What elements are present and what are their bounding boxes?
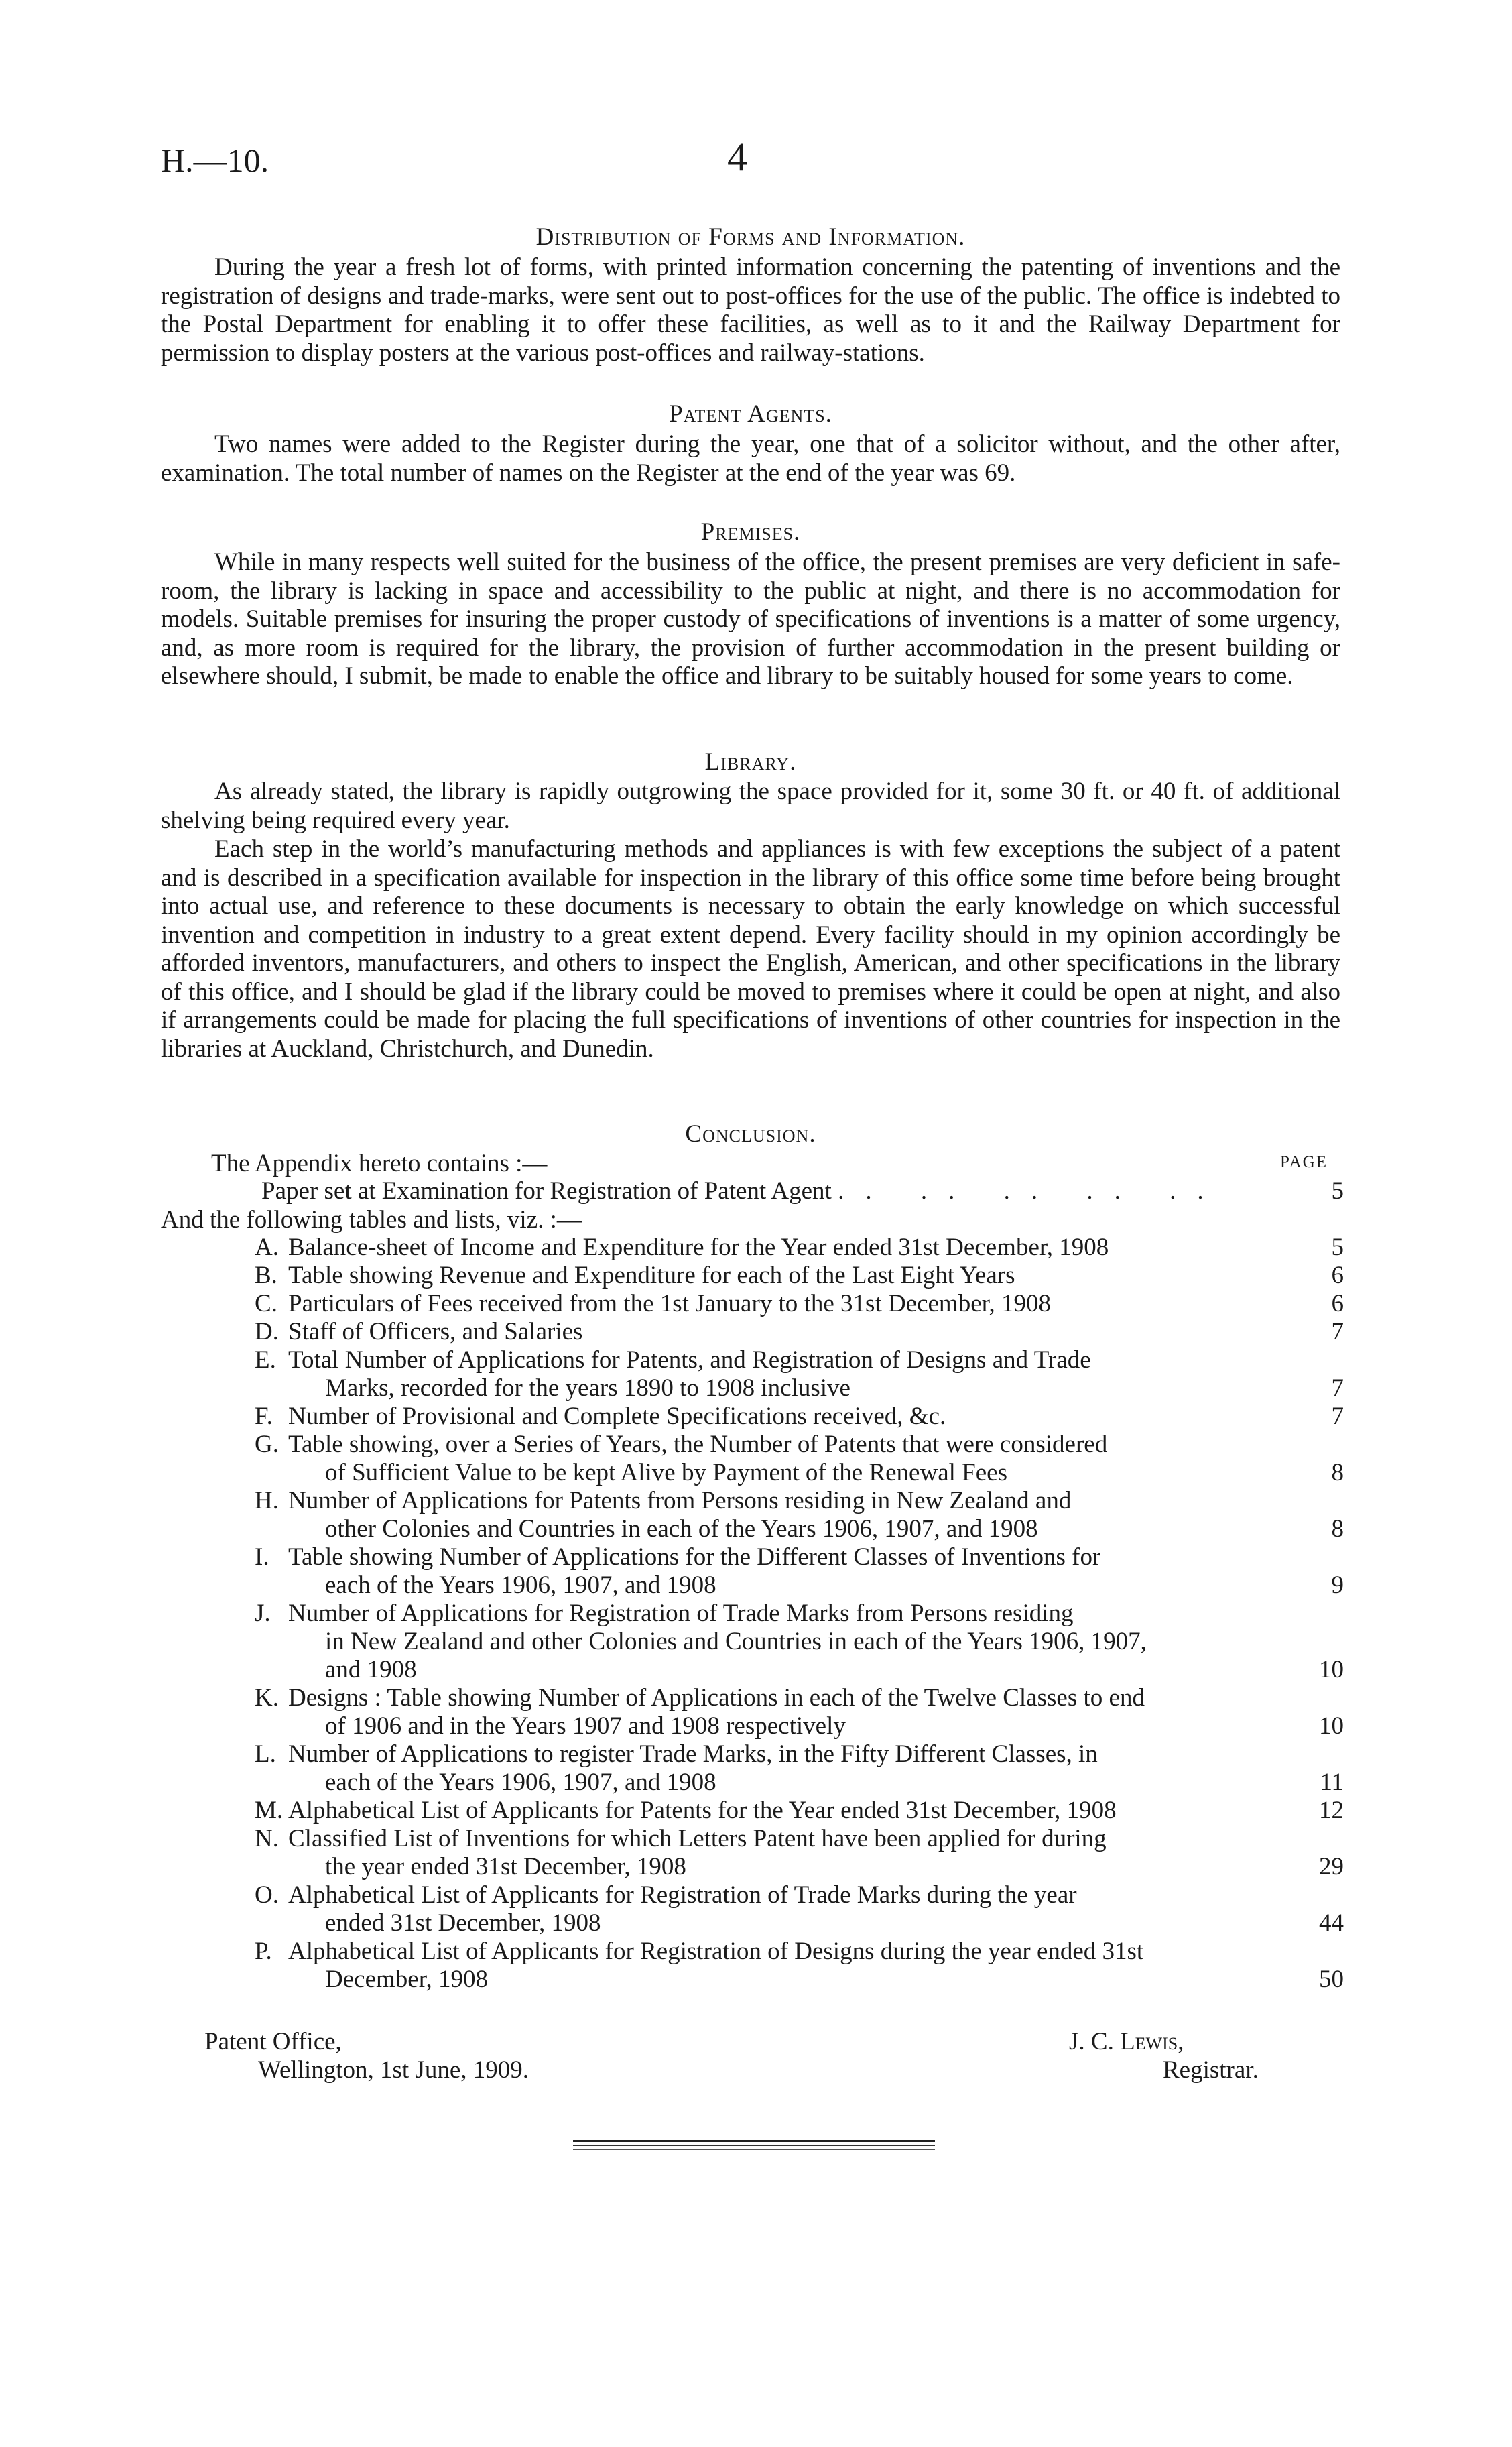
appendix-item-line: Table showing Revenue and Expenditure for each of the Last Eight Years (288, 1262, 1015, 1289)
heading-premises: Premises. (700, 518, 801, 546)
appendix-item-page: 8 (1331, 1515, 1344, 1543)
appendix-item-text (288, 1543, 1273, 1600)
heading-conclusion: Conclusion. (685, 1120, 816, 1148)
closing-rule (573, 2140, 935, 2142)
appendix-item-line: Alphabetical List of Applicants for Registration of Designs during the year ended 31st (288, 1937, 1144, 1965)
closing-rule-thin-2 (573, 2149, 935, 2150)
heading-library: Library. (704, 748, 797, 776)
appendix-item-text (288, 1740, 1273, 1797)
heading-distribution: Distribution of Forms and Information. (536, 223, 966, 251)
appendix-item-text (288, 1346, 1273, 1402)
appendix-item-letter: N. (255, 1825, 279, 1852)
appendix-item-line: Balance-sheet of Income and Expenditure for the Year ended 31st December, 1908 (288, 1234, 1109, 1261)
appendix-item-letter: J. (255, 1600, 271, 1627)
appendix-item-line: Alphabetical List of Applicants for Registration of Trade Marks during the year (288, 1881, 1077, 1909)
appendix-item-line: of 1906 and in the Years 1907 and 1908 respectively (325, 1712, 846, 1740)
appendix-item-page: 29 (1319, 1853, 1344, 1881)
appendix-item-letter: H. (255, 1487, 279, 1514)
appendix-item-page: 6 (1331, 1290, 1344, 1317)
paragraph-library-1: As already stated, the library is rapidly outgrowing the space provided for it, some 30 ft. or 40 ft. of additional shelving being required every year. (161, 778, 1340, 834)
appendix-item-text (288, 1262, 1273, 1290)
appendix-item-text (288, 1318, 1273, 1346)
appendix-item-page: 7 (1331, 1318, 1344, 1346)
appendix-item-line: Number of Applications for Registration of Trade Marks from Persons residing (288, 1600, 1074, 1627)
appendix-item-text (288, 1290, 1273, 1318)
appendix-item-line: Number of Applications to register Trade Marks, in the Fifty Different Classes, in (288, 1740, 1098, 1768)
appendix-item-line: Designs : Table showing Number of Applications in each of the Twelve Classes to end (288, 1684, 1145, 1712)
tables-intro: And the following tables and lists, viz. :— (161, 1206, 582, 1234)
appendix-item-line: Number of Applications for Patents from Persons residing in New Zealand and (288, 1487, 1072, 1514)
appendix-item-line: Alphabetical List of Applicants for Patents for the Year ended 31st December, 1908 (288, 1797, 1117, 1824)
appendix-item-line: the year ended 31st December, 1908 (325, 1853, 686, 1881)
appendix-item-text (288, 1937, 1273, 1994)
appendix-item-page: 12 (1319, 1797, 1344, 1824)
appendix-item-letter: C. (255, 1290, 277, 1317)
appendix-item-text (288, 1600, 1273, 1684)
appendix-item-letter: M. (255, 1797, 284, 1824)
appendix-item-line: Total Number of Applications for Patents, and Registration of Designs and Trade (288, 1346, 1091, 1374)
appendix-item-page: 10 (1319, 1712, 1344, 1740)
page-header (161, 135, 1367, 194)
appendix-item-text (288, 1825, 1273, 1881)
appendix-item-letter: P. (255, 1937, 272, 1965)
appendix-item-line: each of the Years 1906, 1907, and 1908 (325, 1571, 716, 1599)
appendix-item-page: 6 (1331, 1262, 1344, 1289)
appendix-item-letter: L. (255, 1740, 276, 1768)
paragraph-distribution: During the year a fresh lot of forms, with printed information concerning the patenting of inventions and the registration of designs and trade-marks, were sent out to post-offices for the use of the public. The office is indebted to the Postal Department for enabling it to offer these facilities, as well as to it and the Railway Department for permission to display posters at the various post-offices and railway-stations. (161, 253, 1340, 367)
appendix-item-line: other Colonies and Countries in each of the Years 1906, 1907, and 1908 (325, 1515, 1038, 1543)
paragraph-premises: While in many respects well suited for the business of the office, the present premises are very deficient in safe-room, the library is lacking in space and accessibility to the public at night, and there is no accommodation for models. Suitable premises for insuring the proper custody of specifications of inventions is a matter of some urgency, and, as more room is required for the library, the provision of further accommodation in the present building or elsewhere should, I submit, be made to enable the office and library to be suitably housed for some years to come. (161, 548, 1340, 690)
appendix-item-line: ended 31st December, 1908 (325, 1909, 601, 1937)
appendix-item-letter: K. (255, 1684, 279, 1712)
page-column-header: PAGE (1280, 1153, 1328, 1171)
paragraph-library-2: Each step in the world’s manufacturing methods and appliances is with few exceptions the subject of a patent and is described in a specification available for inspection in the library of this office some time before being brought into actual use, and reference to these documents is necessary to obtain the early knowledge on which successful invention and competition in industry to a great extent depend. Every facility should in my opinion accordingly be afforded inventors, manufacturers, and others to inspect the English, American, and other specifications in the library of this office, and I should be glad if the library could be moved to premises where it could be open at night, and also if arrangements could be made for placing the full specifications of inventions of other countries for inspection in the libraries at Auckland, Christchurch, and Dunedin. (161, 835, 1340, 1063)
appendix-item-letter: G. (255, 1431, 279, 1458)
appendix-item-letter: E. (255, 1346, 276, 1374)
page-number: 4 (727, 135, 747, 179)
appendix-intro: The Appendix hereto contains :— (211, 1150, 548, 1177)
heading-patent-agents: Patent Agents. (669, 400, 832, 428)
signature-place-date: Wellington, 1st June, 1909. (258, 2056, 529, 2084)
appendix-item-letter: D. (255, 1318, 279, 1346)
appendix-item-line: of Sufficient Value to be kept Alive by Payment of the Renewal Fees (325, 1459, 1007, 1486)
appendix-item-line: Number of Provisional and Complete Specifications received, &c. (288, 1402, 946, 1430)
appendix-item-letter: F. (255, 1402, 273, 1430)
appendix-item-text (288, 1431, 1273, 1487)
document-page: H.—10. 4 Distribution of Forms and Information. During the year a fresh lot of forms, with printed information concerning the patenting of inventions and the registration of designs and trade-marks, were sent out to post-offices for the use of the public. The office is indebted to the Postal Department for enabling it to offer these facilities, as well as to it and the Railway Department for permission to display posters at the various post-offices and railway-stations. Patent Agents. Two names were added to the Register during the year, one that of a solicitor without, and the other after, examination. The total number of names on the Register at the end of the year was 69. Premises. While in many respects well suited for the business of the office, the present premises are very deficient in safe-room, the library is lacking in space and accessibility to the public at night, and there is no accommodation for models. Suitable premises for insuring the proper custody of specifications of inventions is a matter of some urgency, and, as more room is required for the library, the provision of further accommodation in the present building or elsewhere should, I submit, be made to enable the office and library to be suitably housed for some years to come. Library. As already stated, the library is rapidly outgrowing the space provided for it, some 30 ft. or 40 ft. of additional shelving being required every year. Each step in the world’s manufacturing methods and appliances is with few exceptions the subject of a patent and is described in a specification available for inspection in the library of this office some time before being brought into actual use, and reference to these documents is necessary to obtain the early knowledge on which successful invention and competition in industry to a great extent depend. Every facility should in my opinion accordingly be afforded inventors, manufacturers, and others to inspect the English, American, and other specifications in the library of this office, and I should be glad if the library could be moved to premises where it could be open at night, and also if arrangements could be made for placing the full specifications of inventions of other countries for inspection in the libraries at Auckland, Christchurch, and Dunedin. Conclusion. The Appendix hereto contains :— PAGE Paper set at Examination for Registration of Patent Agent .. .. .. .. .. 5 And the following tables and lists, viz. :— A. Balance-sheet of Income and Expenditure for the Year ended 31st December, 1908 5 B. Table showing Revenue and Expenditure for each of the Last Eight Years 6 C. Particulars of Fees received from the 1st January to the 31st December, 1908 6 D. Staff of Officers, and Salaries 7 E. Total Number of Applications for Patents, and Registration of Designs and Trade Marks, recorded for the years 1890 to 1908 inclusive 7 F. Number of Provisional and Complete Specifications received, &c. 7 G. Table showing, over a Series of Years, the Number of Patents that were considered of Sufficient Value to be kept Alive by Payment of the Renewal Fees 8 H. Number of Applications for Patents from Persons residing in New Zealand and other Colonies and Countries in each of the Years 1906, 1907, and 1908 8 I. Table showing Number of Applications for the Different Classes of Inventions for each of the Years 1906, 1907, and 1908 9 J. Number of Applications for Registration of Trade Marks from Persons residing in New Zealand and other Colonies and Countries in each of the Years 1906, 1907, and 1908 10 K. Designs : Table showing Number of Applications in each of the Twelve Classes to end of 1906 and in the Years 1907 and 1908 respectively 10 L. Number of Applications to register Trade Marks, in the Fifty Different Classes, in each of the Years 1906, 1907, and 1908 11 M. Alphabetical List of Applicants for Patents for the Year ended 31st December, 1908 12 N. Classified List of Inventions for which Letters Patent have been applied for during the year ended 31st December, 1908 29 O. Alphabetical List of Applicants for Registration of Trade Marks during the year ended 31st December, 1908 44 P. Alphabetical List of Applicants for Registration of Designs during the year ended 31st December, 1908 50 Patent Office, Wellington, 1st June, 1909. J. C. Lewis, Registrar. (0, 0, 1512, 2447)
paper-page: 5 (1331, 1177, 1344, 1205)
appendix-item-line: in New Zealand and other Colonies and Countries in each of the Years 1906, 1907, (325, 1628, 1147, 1655)
appendix-item-page: 7 (1331, 1402, 1344, 1430)
appendix-item-line: and 1908 (325, 1656, 417, 1683)
appendix-item-text (288, 1684, 1273, 1740)
document-reference: H.—10. (161, 141, 269, 179)
appendix-item-line: Table showing, over a Series of Years, the Number of Patents that were considered (288, 1431, 1108, 1458)
signature-name: J. C. Lewis, (1069, 2028, 1184, 2055)
appendix-item-page: 9 (1331, 1571, 1344, 1599)
appendix-item-page: 8 (1331, 1459, 1344, 1486)
closing-rule-thin (573, 2145, 935, 2146)
appendix-item-line: Marks, recorded for the years 1890 to 1908 inclusive (325, 1374, 850, 1402)
appendix-item-letter: A. (255, 1234, 279, 1261)
appendix-item-page: 11 (1320, 1769, 1344, 1796)
signature-office: Patent Office, (204, 2028, 342, 2055)
appendix-item-line: December, 1908 (325, 1966, 489, 1993)
appendix-item-line: Staff of Officers, and Salaries (288, 1318, 583, 1346)
appendix-item-text (288, 1234, 1273, 1262)
appendix-item-line: Table showing Number of Applications for the Different Classes of Inventions for (288, 1543, 1101, 1571)
signature-title: Registrar. (1163, 2056, 1259, 2084)
appendix-item-text (288, 1487, 1273, 1543)
paragraph-patent-agents: Two names were added to the Register during the year, one that of a solicitor without, and the other after, examination. The total number of names on the Register at the end of the year was 69. (161, 430, 1340, 487)
appendix-item-page: 44 (1319, 1909, 1344, 1937)
appendix-item-line: each of the Years 1906, 1907, and 1908 (325, 1769, 716, 1796)
appendix-item-page: 7 (1331, 1374, 1344, 1402)
appendix-item-letter: I. (255, 1543, 269, 1571)
appendix-item-page: 50 (1319, 1966, 1344, 1993)
appendix-item-line: Classified List of Inventions for which Letters Patent have been applied for during (288, 1825, 1107, 1852)
appendix-item-page: 5 (1331, 1234, 1344, 1261)
appendix-item-letter: O. (255, 1881, 279, 1909)
appendix-item-page: 10 (1319, 1656, 1344, 1683)
appendix-item-letter: B. (255, 1262, 277, 1289)
appendix-item-text (288, 1402, 1273, 1431)
appendix-item-text (288, 1797, 1273, 1825)
appendix-item-line: Particulars of Fees received from the 1st January to the 31st December, 1908 (288, 1290, 1051, 1317)
appendix-item-text (288, 1881, 1273, 1937)
paper-text: Paper set at Examination for Registration of Patent Agent (261, 1177, 832, 1205)
